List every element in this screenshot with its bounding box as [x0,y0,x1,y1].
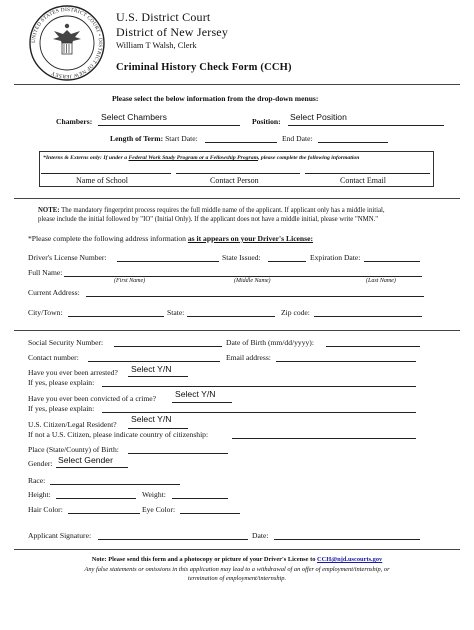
district-name: District of New Jersey [116,25,229,39]
city-label: City/Town: [28,308,63,317]
position-label: Position: [252,117,281,126]
ssn-label: Social Security Number: [28,338,104,347]
school-input[interactable] [41,173,171,174]
gender-underline [56,467,128,468]
form-title: Criminal History Check Form (CCH) [116,62,292,73]
gender-select[interactable]: Select Gender [58,455,113,465]
signature-date-label: Date: [252,531,269,540]
clerk-name: William T Walsh, Clerk [116,40,197,50]
current-address-input[interactable] [86,296,424,297]
contact-email-caption: Contact Email [340,176,386,185]
section-divider-3 [14,549,460,550]
contact-number-input[interactable] [88,361,220,362]
gender-label: Gender: [28,459,53,468]
fingerprint-note-line2: please include the initial followed by "IO" (Initial Only). If the applicant does not have a middle initial, please write "NMN." [38,216,379,223]
svg-text:UNITED STATES DISTRICT COURT •: UNITED STATES DISTRICT COURT • DISTRICT OF NEW JERSEY [30,6,104,80]
country-label: If not a U.S. Citizen, please indicate country of citizenship: [28,430,209,439]
signature-input[interactable] [98,539,248,540]
citizen-select[interactable]: Select Y/N [131,414,172,424]
interns-note: *Interns & Externs only: If under a Federal Work Study Program or a Fellowship Program, please complete the following information [43,155,360,161]
license-input[interactable] [117,261,219,262]
citizen-underline [128,428,188,429]
height-input[interactable] [56,498,136,499]
convicted-explain-label: If yes, please explain: [28,404,95,413]
citizen-label: U.S. Citizen/Legal Resident? [28,420,117,429]
term-label: Length of Term: [110,134,164,143]
first-name-caption: (First Name) [114,278,146,284]
expiration-label: Expiration Date: [310,253,361,262]
eye-color-label: Eye Color: [142,505,176,514]
race-label: Race: [28,476,46,485]
contact-person-caption: Contact Person [210,176,259,185]
dob-input[interactable] [326,346,420,347]
address-instruction: *Please complete the following address information as it appears on your Driver's License: [28,234,314,243]
middle-name-caption: (Middle Name) [234,278,271,284]
height-label: Height: [28,490,51,499]
convicted-label: Have you ever been convicted of a crime? [28,394,156,403]
dropdown-instruction: Please select the below information from the drop-down menus: [112,94,319,103]
full-name-input[interactable] [64,276,422,277]
start-date-input[interactable] [205,142,277,143]
convicted-select[interactable]: Select Y/N [175,389,216,399]
email-label: Email address: [226,353,271,362]
state-label: State: [167,308,185,317]
state-issued-label: State Issued: [222,253,261,262]
eye-color-input[interactable] [180,513,240,514]
weight-input[interactable] [172,498,228,499]
section-divider-1 [14,198,460,199]
court-name: U.S. District Court [116,10,211,24]
cch-email-link[interactable]: CCH@njd.uscourts.gov [317,556,383,563]
court-seal [28,4,106,82]
ssn-input[interactable] [114,346,222,347]
footer-warning: Any false statements or omissions in this application may lead to a withdrawal of an offer of employment/internship, or [84,566,390,573]
arrested-explain-input[interactable] [102,386,416,387]
hair-color-input[interactable] [68,513,140,514]
signature-label: Applicant Signature: [28,531,92,540]
convicted-explain-input[interactable] [102,412,416,413]
contact-person-input[interactable] [176,173,300,174]
last-name-caption: (Last Name) [366,278,396,284]
country-input[interactable] [232,438,416,439]
arrested-select[interactable]: Select Y/N [131,364,172,374]
position-underline [288,125,444,126]
end-date-label: End Date: [282,134,313,143]
expiration-input[interactable] [364,261,420,262]
section-divider-2 [14,330,460,331]
position-select[interactable]: Select Position [290,112,347,122]
arrested-explain-label: If yes, please explain: [28,378,95,387]
birthplace-input[interactable] [128,453,228,454]
birthplace-label: Place (State/County) of Birth: [28,445,119,454]
footer-note: Note: Please send this form and a photocopy or picture of your Driver's License to CCH@njd.uscourts.gov [91,556,383,563]
email-input[interactable] [276,361,416,362]
dob-label: Date of Birth (mm/dd/yyyy): [226,338,314,347]
end-date-input[interactable] [318,142,388,143]
signature-date-input[interactable] [274,539,420,540]
arrested-label: Have you ever been arrested? [28,368,118,377]
city-input[interactable] [68,316,164,317]
race-input[interactable] [50,484,180,485]
license-label: Driver's License Number: [28,253,107,262]
arrested-underline [128,376,188,377]
contact-email-input[interactable] [305,173,430,174]
weight-label: Weight: [142,490,166,499]
current-address-label: Current Address: [28,288,80,297]
school-caption: Name of School [76,176,128,185]
convicted-underline [172,402,232,403]
header-divider [14,84,460,85]
chambers-label: Chambers: [56,117,93,126]
zip-label: Zip code: [281,308,310,317]
start-date-label: Start Date: [165,134,198,143]
state-issued-input[interactable] [268,261,306,262]
full-name-label: Full Name: [28,268,63,277]
footer-warning-line2: termination of employment/internship. [187,575,287,582]
state-input[interactable] [187,316,275,317]
contact-number-label: Contact number: [28,353,79,362]
chambers-underline [98,125,240,126]
zip-input[interactable] [314,316,422,317]
fingerprint-note: NOTE: The mandatory fingerprint process requires the full middle name of the applicant. If applicant only has a middle initial, [38,207,385,214]
hair-color-label: Hair Color: [28,505,63,514]
chambers-select[interactable]: Select Chambers [101,112,167,122]
